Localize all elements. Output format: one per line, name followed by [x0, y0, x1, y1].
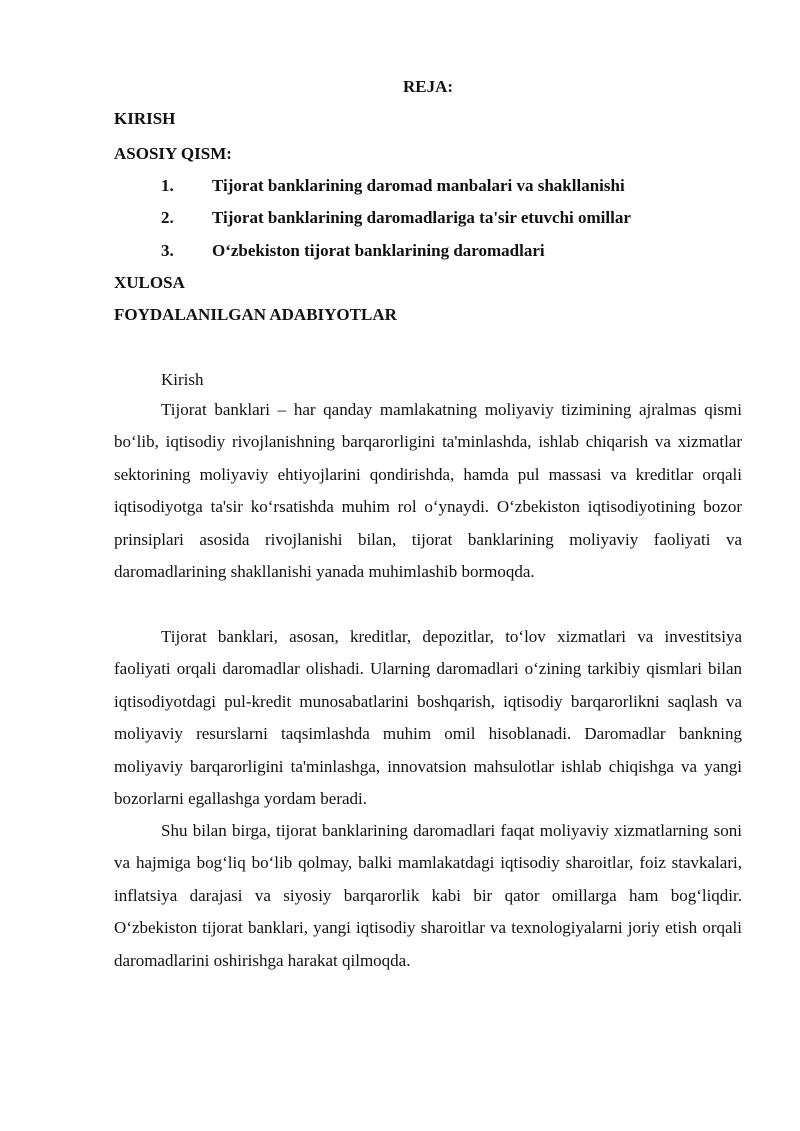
body-paragraph: Shu bilan birga, tijorat banklarining daromadlari faqat moliyaviy xizmatlarning soni va hajmiga bog‘liq bo‘lib qolmay, balki mamlakatdagi iqtisodiy sharoitlar, foiz stavkalari, inflatsiya darajasi va siyosiy barqarorlik kabi bir qator omillarga ham bog‘liqdir. O‘zbekiston tijorat banklari, yangi iqtisodiy sharoitlar va texnologiyalarni joriy etish orqali daromadlarini oshirishga harakat qilmoqda.: [114, 821, 742, 970]
plan-conclusion: XULOSA: [114, 273, 185, 292]
plan-item: [161, 175, 625, 197]
plan-item-number: 2.: [161, 208, 174, 227]
plan-item-number: 3.: [161, 241, 174, 260]
plan-intro: KIRISH: [114, 109, 176, 128]
plan-item-text: O‘zbekiston tijorat banklarining daromadlari: [212, 241, 545, 260]
plan-item-text: Tijorat banklarining daromadlariga ta'sir etuvchi omillar: [212, 208, 631, 227]
plan-item: [161, 240, 545, 262]
plan-item-text: Tijorat banklarining daromad manbalari va shakllanishi: [212, 176, 625, 195]
plan-title: REJA:: [402, 77, 454, 96]
plan-item-number: 1.: [161, 176, 174, 195]
body-paragraph: Tijorat banklari, asosan, kreditlar, depozitlar, to‘lov xizmatlari va investitsiya faoliyati orqali daromadlar olishadi. Ularning daromadlari o‘zining tarkibiy qismlari bilan iqtisodiyotdagi pul-kredit munosabatlarini boshqarish, iqtisodiy barqarorlikni saqlash va moliyaviy resurslarni taqsimlashda muhim omil hisoblanadi. Daromadlar bankning moliyaviy barqarorligini ta'minlashga, innovatsion mahsulotlar ishlab chiqishga va yangi bozorlarni egallashga yordam beradi.: [114, 627, 742, 809]
plan-item: [161, 207, 631, 229]
plan-references: FOYDALANILGAN ADABIYOTLAR: [114, 305, 397, 324]
section-heading: Kirish: [161, 370, 204, 389]
body-paragraph: Tijorat banklari – har qanday mamlakatning moliyaviy tizimining ajralmas qismi bo‘lib, iqtisodiy rivojlanishning barqarorligini ta'minlashda, ishlab chiqarish va xizmatlar sektorining moliyaviy ehtiyojlarini qondirishda, hamda pul massasi va kreditlar orqali iqtisodiyotga ta'sir ko‘rsatishda muhim rol o‘ynaydi. O‘zbekiston iqtisodiyotining bozor prinsiplari asosida rivojlanishi bilan, tijorat banklarining moliyaviy faoliyati va daromadlarining shakllanishi yanada muhimlashib bormoqda.: [114, 400, 742, 582]
plan-main-part: ASOSIY QISM:: [114, 144, 232, 163]
